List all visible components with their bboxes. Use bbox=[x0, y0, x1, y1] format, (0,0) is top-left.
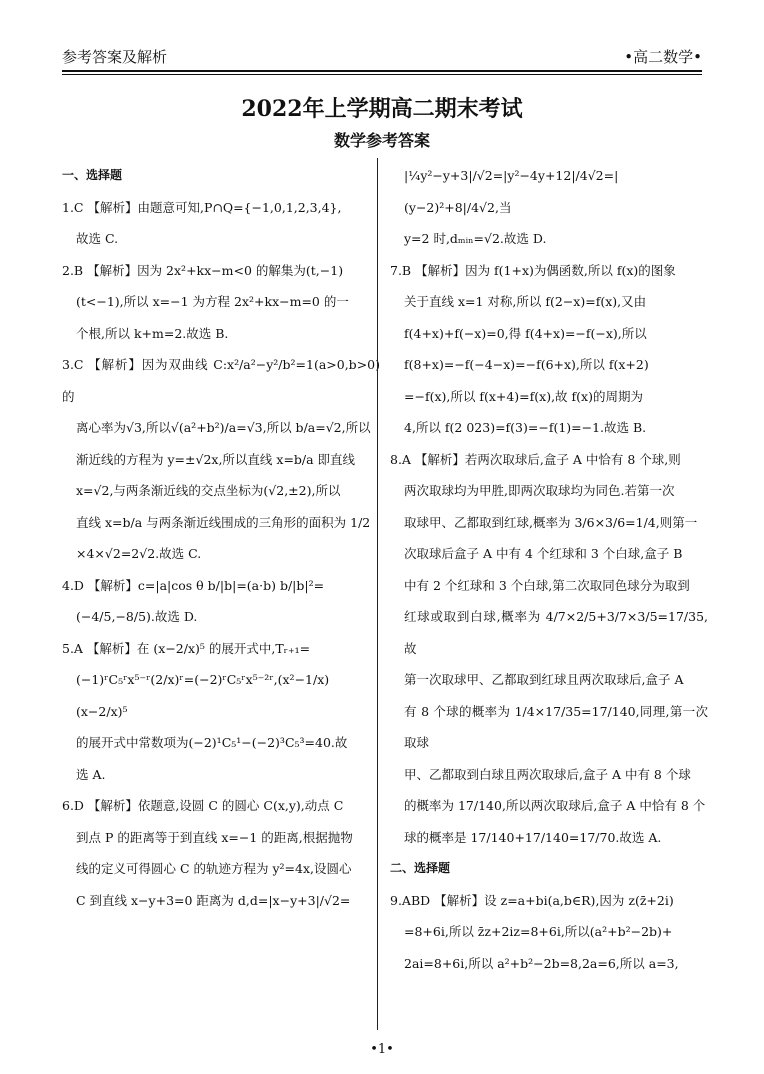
answer-line: 4,所以 f(2 023)=f(3)=−f(1)=−1.故选 B. bbox=[404, 420, 647, 435]
answer-line: 取球甲、乙都取到红球,概率为 3/6×3/6=1/4,则第一 bbox=[404, 514, 698, 530]
answer-line: =8+6i,所以 z̄z+2iz=8+6i,所以(a²+b²−2b)+ bbox=[404, 924, 673, 939]
answer-line: 两次取球均为甲胜,即两次取球均为同色.若第一次 bbox=[404, 483, 675, 498]
answer-line: 2.B 【解析】因为 2x²+kx−m<0 的解集为(t,−1) bbox=[62, 262, 344, 278]
answer-line: y=2 时,dₘᵢₙ=√2.故选 D. bbox=[404, 231, 547, 246]
answer-line: x=√2,与两条渐近线的交点坐标为(√2,±2),所以 bbox=[76, 483, 341, 498]
answer-line: 故选 C. bbox=[76, 231, 119, 246]
answer-line: =−f(x),所以 f(x+4)=f(x),故 f(x)的周期为 bbox=[404, 388, 643, 404]
answer-line: f(8+x)=−f(−4−x)=−f(6+x),所以 f(x+2) bbox=[404, 357, 649, 372]
page-number: •1• bbox=[370, 1042, 394, 1057]
answer-line: 2ai=8+6i,所以 a²+b²−2b=8,2a=6,所以 a=3, bbox=[404, 955, 679, 971]
answer-line: 的概率为 17/140,所以两次取球后,盒子 A 中恰有 8 个 bbox=[404, 798, 706, 813]
left-column bbox=[62, 160, 380, 916]
answer-line: 离心率为√3,所以√(a²+b²)/a=√3,所以 b/a=√2,所以 bbox=[76, 420, 371, 435]
answer-line: 甲、乙都取到白球且两次取球后,盒子 A 中有 8 个球 bbox=[404, 766, 691, 782]
answer-line: 有 8 个球的概率为 1/4×17/35=17/140,同理,第一次取球 bbox=[404, 703, 708, 750]
header-right-text: •高二数学• bbox=[624, 48, 702, 66]
answer-line: 选 A. bbox=[76, 766, 106, 782]
column-divider bbox=[377, 158, 378, 1030]
answer-line: 关于直线 x=1 对称,所以 f(2−x)=f(x),又由 bbox=[404, 294, 647, 309]
answer-line: 个根,所以 k+m=2.故选 B. bbox=[76, 325, 229, 341]
answer-line: 第一次取球甲、乙都取到红球且两次取球后,盒子 A bbox=[404, 672, 684, 687]
answer-line: 到点 P 的距离等于到直线 x=−1 的距离,根据抛物 bbox=[76, 829, 353, 845]
header-left-text: 参考答案及解析 bbox=[62, 48, 168, 66]
answer-line: |¼y²−y+3|/√2=|y²−4y+12|/4√2=|(y−2)²+8|/4√2,当 bbox=[404, 168, 619, 215]
header-rule-thin bbox=[62, 74, 702, 75]
answer-line: 直线 x=b/a 与两条渐近线围成的三角形的面积为 1/2 bbox=[76, 514, 371, 530]
answer-line: C 到直线 x−y+3=0 距离为 d,d=|x−y+3|/√2= bbox=[76, 892, 351, 908]
answer-line: 线的定义可得圆心 C 的轨迹方程为 y²=4x,设圆心 bbox=[76, 861, 352, 876]
answer-line: 球的概率是 17/140+17/140=17/70.故选 A. bbox=[404, 829, 662, 845]
answer-line: 5.A 【解析】在 (x−2/x)⁵ 的展开式中,Tᵣ₊₁= bbox=[62, 640, 311, 656]
page-subtitle: 数学参考答案 bbox=[333, 131, 430, 150]
page-header bbox=[62, 40, 702, 68]
header-rule-thick bbox=[62, 70, 702, 72]
answer-line: 8.A 【解析】若两次取球后,盒子 A 中恰有 8 个球,则 bbox=[390, 451, 681, 467]
answer-line: f(4+x)+f(−x)=0,得 f(4+x)=−f(−x),所以 bbox=[404, 325, 647, 341]
answer-line: 渐近线的方程为 y=±√2x,所以直线 x=b/a 即直线 bbox=[76, 451, 356, 467]
answer-line: 1.C 【解析】由题意可知,P∩Q={−1,0,1,2,3,4}, bbox=[62, 199, 342, 215]
answer-line: 红球或取到白球,概率为 4/7×2/5+3/7×3/5=17/35,故 bbox=[404, 609, 708, 656]
answer-line: 9.ABD 【解析】设 z=a+bi(a,b∈R),因为 z(z̄+2i) bbox=[390, 892, 674, 908]
answer-line: 4.D 【解析】c=|a|cos θ b/|b|=(a·b) b/|b|²= bbox=[62, 577, 325, 593]
page-title: 2022年上学期高二期末考试 bbox=[241, 96, 523, 122]
section-heading: 一、选择题 bbox=[62, 168, 123, 182]
answer-line: (−1)ʳC₅ʳx⁵⁻ʳ(2/x)ʳ=(−2)ʳC₅ʳx⁵⁻²ʳ,(x²−1/x)(x−2/x)⁵ bbox=[76, 672, 330, 719]
answer-line: (−4/5,−8/5).故选 D. bbox=[76, 609, 198, 624]
answer-line: 7.B 【解析】因为 f(1+x)为偶函数,所以 f(x)的图象 bbox=[390, 262, 676, 278]
answer-line: 3.C 【解析】因为双曲线 C:x²/a²−y²/b²=1(a>0,b>0)的 bbox=[62, 357, 380, 404]
answer-line: 中有 2 个红球和 3 个白球,第二次取同色球分为取到 bbox=[404, 577, 690, 593]
section-heading: 二、选择题 bbox=[390, 861, 451, 875]
answer-line: (t<−1),所以 x=−1 为方程 2x²+kx−m=0 的一 bbox=[76, 294, 349, 309]
answer-line: ×4×√2=2√2.故选 C. bbox=[76, 546, 202, 561]
answer-line: 的展开式中常数项为(−2)¹C₅¹−(−2)³C₅³=40.故 bbox=[76, 735, 348, 750]
answer-line: 次取球后盒子 A 中有 4 个红球和 3 个白球,盒子 B bbox=[404, 546, 683, 561]
right-column bbox=[390, 160, 708, 979]
answer-line: 6.D 【解析】依题意,设圆 C 的圆心 C(x,y),动点 C bbox=[62, 798, 344, 813]
